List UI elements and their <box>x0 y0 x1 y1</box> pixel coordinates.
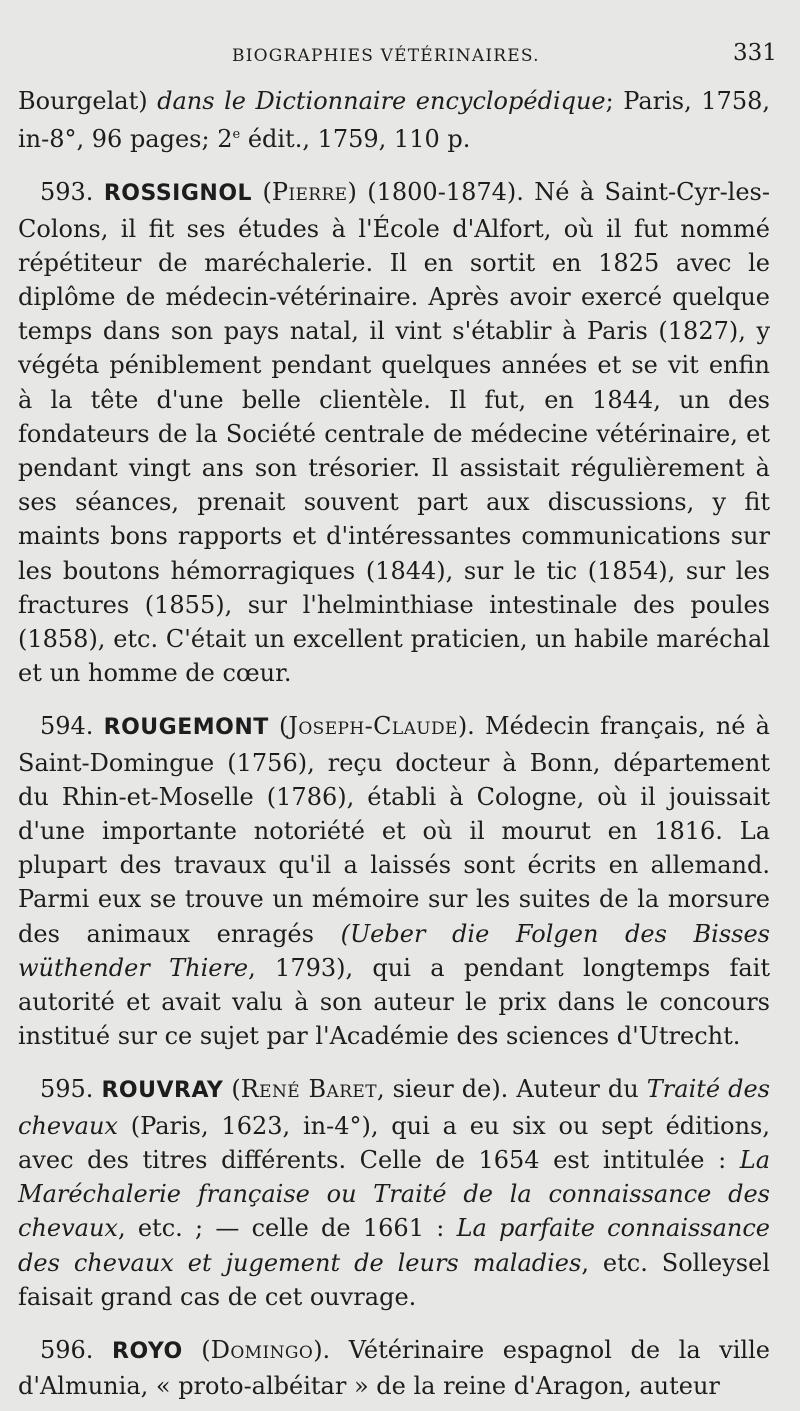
page-number: 331 <box>733 40 777 66</box>
entry-text: , sieur de). Auteur du <box>376 1075 647 1104</box>
entry-text: ) (1800-1874). Né à Saint-Cyr-les-Colons, il fit ses études à l'École d'Alfort, où il fut nommé répétiteur de maréchalerie. Il en sortit en 1825 avec le diplôme de médecin-vétérinaire. Après avoir exercé quelque temps dans son pays natal, il vint s'établir à Paris (1827), y végéta péniblement pendant quelques années et se vit enfin à la tête d'une belle clientèle. Il fut, en 1844, un des fondateurs de la Société centrale de médecine vétérinaire, et pendant vingt ans son trésorier. Il assistait régulièrement à ses séances, prenait souvent part aux discussions, y fit maints bons rapports et d'intéressantes communications sur les boutons hémorragiques (1844), sur le tic (1854), sur les fractures (1855), sur l'helminthiase intestinale des poules (1858), etc. C'était un excellent praticien, un habile maréchal et un homme de cœur. <box>18 178 770 688</box>
entry-number: 596. <box>40 1335 113 1364</box>
entry-text: ). Vétérinaire espagnol de la ville d'Almunia, « proto-albéitar » de la reine d'Aragon, auteur <box>18 1335 770 1401</box>
entry-text: , etc. Solleysel faisait grand cas de cet ouvrage. <box>18 1248 770 1311</box>
page-body <box>18 84 770 1403</box>
book-title: dans le Dictionnaire encyclopédique <box>157 87 606 115</box>
running-title: BIOGRAPHIES VÉTÉRINAIRES. <box>232 46 540 66</box>
book-title: La parfaite connaissance des chevaux et jugement de leurs maladies <box>18 1214 771 1277</box>
book-title: La Maréchalerie française ou Traité de la connaissance des chevaux <box>18 1145 770 1243</box>
entry-number: 593. <box>40 178 104 207</box>
entry-text: , 1793), qui a pendant longtemps fait autorité et avait valu à son auteur le prix dans le concours institué sur ce sujet par l'Académie des sciences d'Utrecht. <box>18 953 770 1051</box>
entry-594: 594. ROUGEMONT (Joseph-Claude). Médecin français, né à Saint-Domingue (1756), reçu docteur à Bonn, département du Rhin-et-Moselle (1786), établi à Cologne, où il jouissait d'une importante notoriété et où il mourut en 1816. La plupart des travaux qu'il a laissés sont écrits en allemand. Parmi eux se trouve un mémoire sur les suites de la morsure des animaux enragés (Ueber die Folgen des Bisses wüthender Thiere, 1793), qui a pendant longtemps fait autorité et avait valu à son auteur le prix dans le concours institué sur ce sujet par l'Académie des sciences d'Utrecht. <box>18 712 771 1051</box>
page-header <box>0 40 800 80</box>
entry-surname: ROSSIGNOL <box>103 181 253 207</box>
entry-number: 594. <box>40 712 104 741</box>
entry-text: ). Médecin français, né à Saint-Domingue (1756), reçu docteur à Bonn, département du Rhin-et-Moselle (1786), établi à Cologne, où il jouissait d'une importante notoriété et où il mourut en 1816. La plupart des travaux qu'il a laissés sont écrits en allemand. Parmi eux se trouve un mémoire sur les suites de la morsure des animaux enragés <box>18 712 770 948</box>
book-title: Traité des chevaux <box>18 1075 771 1140</box>
entry-given-name: Domingo <box>210 1335 314 1364</box>
entry-surname: ROYO <box>112 1338 183 1364</box>
book-title: (Ueber die Folgen des Bisses wüthender Thiere <box>18 919 771 982</box>
entry-given-name: Joseph-Claude <box>288 712 458 741</box>
continuation-paragraph: Bourgelat) dans le Dictionnaire encyclopédique; Paris, 1758, in-8°, 96 pages; 2e édit., 1759, 110 p. <box>18 87 770 154</box>
entry-text: , etc. ; — celle de 1661 : <box>117 1214 457 1243</box>
entry-surname: ROUVRAY <box>101 1078 224 1104</box>
entry-595: 595. ROUVRAY (René Baret, sieur de). Auteur du Traité des chevaux (Paris, 1623, in-4°), qui a eu six ou sept éditions, avec des titres différents. Celle de 1654 est intitulée : La Maréchalerie française ou Traité de la connaissance des chevaux, etc. ; — celle de 1661 : La parfaite connaissance des chevaux et jugement de leurs maladies, etc. Solleysel faisait grand cas de cet ouvrage. <box>18 1075 771 1311</box>
entry-596: 596. ROYO (Domingo). Vétérinaire espagnol de la ville d'Almunia, « proto-albéitar » de la reine d'Aragon, auteur <box>18 1335 770 1401</box>
entry-given-name: René Baret <box>240 1075 377 1104</box>
entry-given-name: Pierre <box>271 178 348 207</box>
entry-593: 593. ROSSIGNOL (Pierre) (1800-1874). Né à Saint-Cyr-les-Colons, il fit ses études à l'École d'Alfort, où il fut nommé répétiteur de maréchalerie. Il en sortit en 1825 avec le diplôme de médecin-vétérinaire. Après avoir exercé quelque temps dans son pays natal, il vint s'établir à Paris (1827), y végéta péniblement pendant quelques années et se vit enfin à la tête d'une belle clientèle. Il fut, en 1844, un des fondateurs de la Société centrale de médecine vétérinaire, et pendant vingt ans son trésorier. Il assistait régulièrement à ses séances, prenait souvent part aux discussions, y fit maints bons rapports et d'intéressantes communications sur les boutons hémorragiques (1844), sur le tic (1854), sur les fractures (1855), sur l'helminthiase intestinale des poules (1858), etc. C'était un excellent praticien, un habile maréchal et un homme de cœur. <box>18 178 770 688</box>
entry-number: 595. <box>40 1075 102 1104</box>
entry-text: (Paris, 1623, in-4°), qui a eu six ou sept éditions, avec des titres différents. Celle de 1654 est intitulée : <box>18 1111 770 1174</box>
entry-surname: ROUGEMONT <box>103 715 269 741</box>
